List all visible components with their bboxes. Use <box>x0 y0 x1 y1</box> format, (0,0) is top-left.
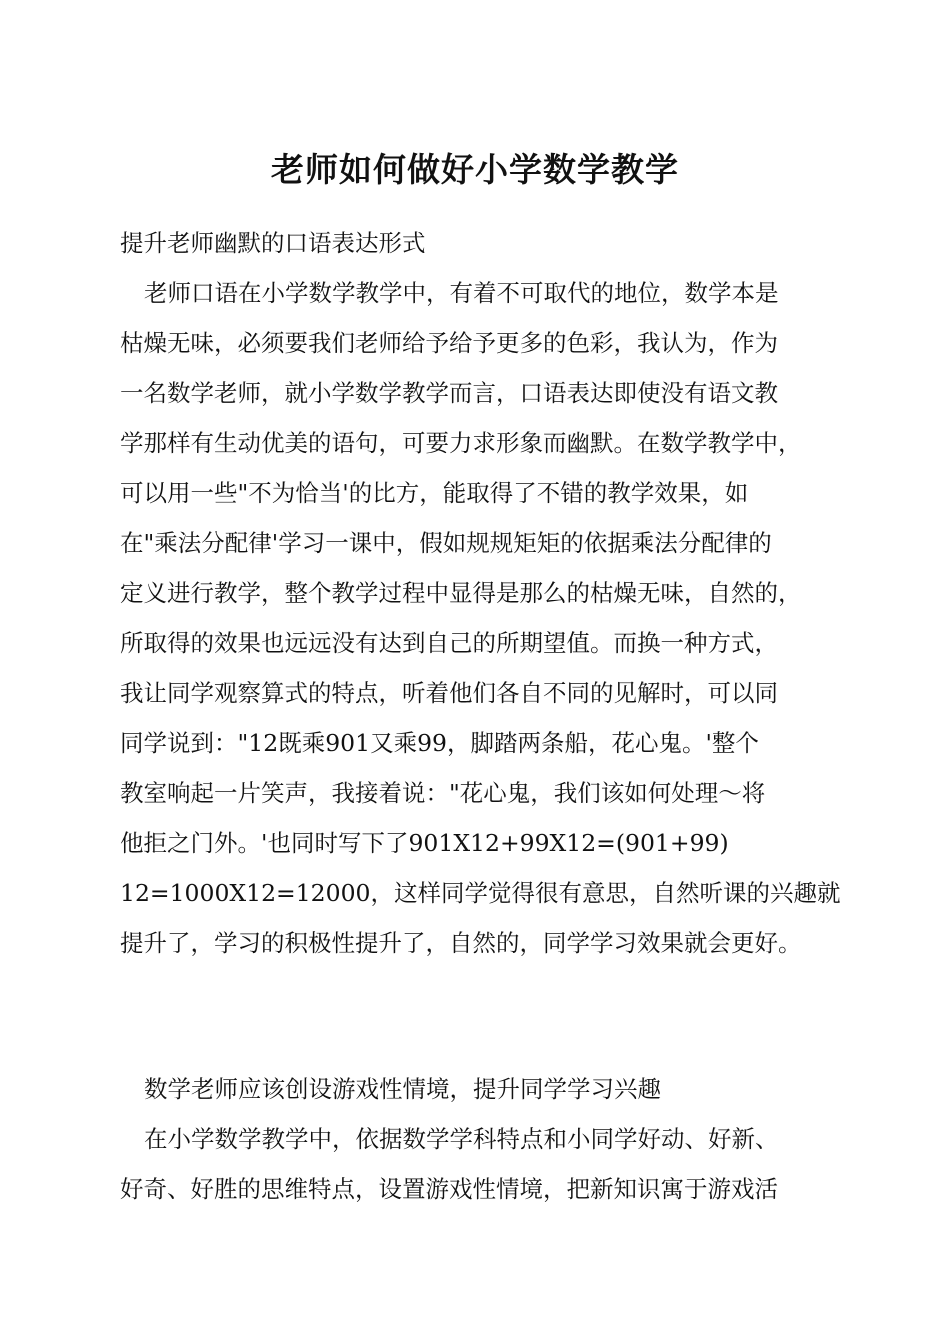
paragraph-line: 老师口语在小学数学教学中，有着不可取代的地位，数学本是 <box>144 279 779 307</box>
paragraph-line: 提升了，学习的积极性提升了，自然的，同学学习效果就会更好。 <box>120 929 802 957</box>
paragraph-line: 在小学数学教学中，依据数学学科特点和小同学好动、好新、 <box>144 1125 779 1153</box>
paragraph-line: 一名数学老师，就小学数学教学而言，口语表达即使没有语文教 <box>120 379 778 407</box>
paragraph-line: 枯燥无味，必须要我们老师给予给予更多的色彩，我认为，作为 <box>120 329 778 357</box>
paragraph-line: 学那样有生动优美的语句，可要力求形象而幽默。在数学教学中， <box>120 429 802 457</box>
paragraph-line: 同学说到："12既乘901又乘99，脚踏两条船，花心鬼。'整个 <box>120 729 759 757</box>
paragraph-line: 在"乘法分配律'学习一课中，假如规规矩矩的依据乘法分配律的 <box>120 529 772 557</box>
paragraph-line: 所取得的效果也远远没有达到自己的所期望值。而换一种方式， <box>120 629 778 657</box>
paragraph-line: 教室响起一片笑声，我接着说："花心鬼，我们该如何处理～将 <box>120 779 766 807</box>
paragraph-line: 12=1000X12=12000，这样同学觉得很有意思，自然听课的兴趣就 <box>120 879 841 907</box>
document-title: 老师如何做好小学数学教学 <box>271 150 679 189</box>
paragraph-line: 他拒之门外。'也同时写下了901X12+99X12=(901+99) <box>120 829 729 857</box>
paragraph-line: 我让同学观察算式的特点，听着他们各自不同的见解时，可以同 <box>120 679 778 707</box>
paragraph-line: 好奇、好胜的思维特点，设置游戏性情境，把新知识寓于游戏活 <box>120 1175 778 1203</box>
paragraph-line: 可以用一些"不为恰当'的比方，能取得了不错的教学效果，如 <box>120 479 749 507</box>
section-heading: 提升老师幽默的口语表达形式 <box>120 229 426 257</box>
section-heading: 数学老师应该创设游戏性情境，提升同学学习兴趣 <box>144 1075 661 1103</box>
section-1 <box>120 218 840 968</box>
section-2 <box>120 1064 840 1214</box>
paragraph-line: 定义进行教学，整个教学过程中显得是那么的枯燥无味，自然的， <box>120 579 802 607</box>
